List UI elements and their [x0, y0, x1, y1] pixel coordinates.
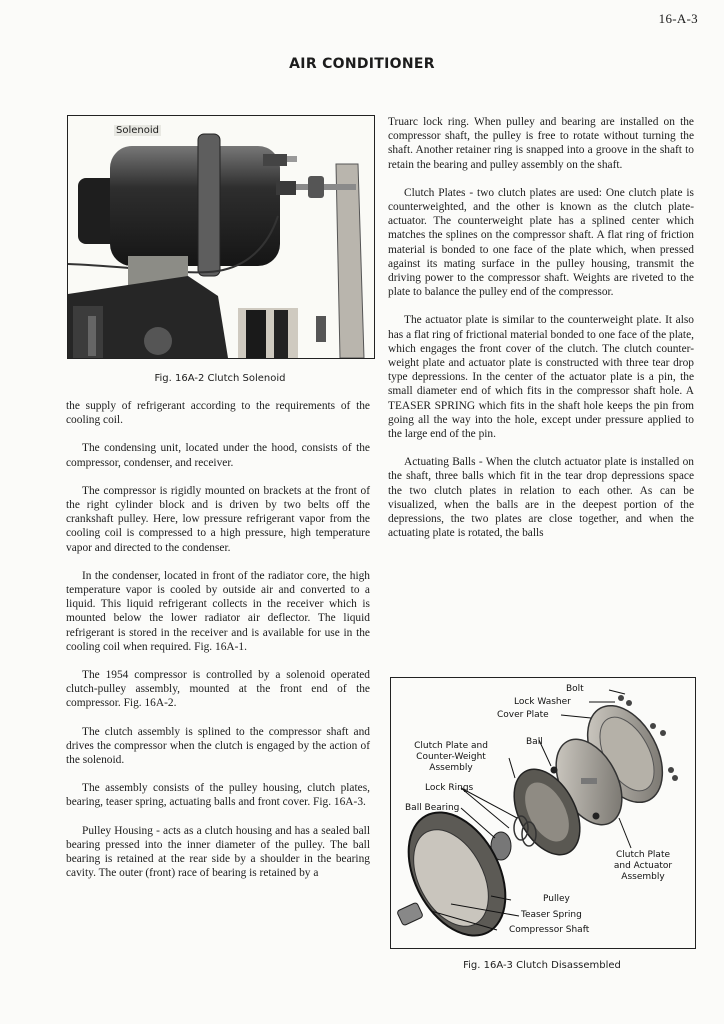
label-bolt: Bolt [566, 684, 584, 694]
paragraph: Pulley Housing - acts as a clutch housing and has a sealed ball bearing pressed into the inner diameter of the pulley. The ball bearing is retained at the rear side by a shoulder in the bearing cavity. The outer (front) race of bearing is retained by a [66, 824, 370, 880]
figure-clutch-solenoid [67, 115, 375, 359]
page-title: AIR CONDITIONER [289, 56, 435, 72]
label-clutch-plate-counterweight: Clutch Plate and Counter-Weight Assembly [414, 741, 488, 773]
paragraph: Clutch Plates - two clutch plates are used: One clutch plate is counterweighted, and the other is known as the clutch plate-actuator. The counterweight plate has a splined center which matches the splines on the compressor shaft. A flat ring of friction material is bonded to one face of the plate which, when pressed against its mating surface in the pulley housing, transmit the driving power to the compressor shaft. Weights are riveted to the plate to balance the pulley end of the compressor. [388, 186, 694, 299]
left-column-text [66, 399, 370, 894]
label-lock-rings: Lock Rings [425, 783, 474, 793]
label-solenoid: Solenoid [116, 125, 159, 136]
label-clutch-plate-actuator: Clutch Plate and Actuator Assembly [613, 850, 673, 882]
paragraph: The clutch assembly is splined to the compressor shaft and drives the compressor when the clutch is engaged by the action of the solenoid. [66, 725, 370, 767]
right-column-text [388, 115, 694, 554]
paragraph: Actuating Balls - When the clutch actuator plate is installed on the shaft, three balls which fit in the tear drop depressions space the two clutch plates in relation to each other. As can be visualized, when the balls are in the deepest portion of the depressions, the two plates are close together, and when the actuating plate is rotated, the balls [388, 456, 694, 540]
label-teaser-spring: Teaser Spring [521, 910, 582, 920]
label-ball: Ball [526, 737, 543, 747]
label-compressor-shaft: Compressor Shaft [509, 925, 590, 935]
solenoid-photo-illustration [68, 116, 374, 358]
paragraph: The 1954 compressor is controlled by a solenoid operated clutch-pulley assembly, mounted at the front end of the compressor. Fig. 16A-2. [66, 669, 370, 710]
paragraph: The condensing unit, located under the hood, consists of the compressor, condenser, and receiver. [66, 442, 370, 469]
figure-caption-16a2: Fig. 16A-2 Clutch Solenoid [154, 373, 286, 384]
paragraph: Truarc lock ring. When pulley and bearing are installed on the compressor shaft, the pulley is free to rotate without turning the shaft. Another retainer ring is snapped into a groove in the shaft to retain the bearing and pulley assembly on the shaft. [388, 116, 694, 171]
paragraph: The assembly consists of the pulley housing, clutch plates, bearing, teaser spring, actuating balls and front cover. Fig. 16A-3. [66, 782, 370, 809]
label-ball-bearing: Ball Bearing [405, 803, 460, 813]
figure-clutch-disassembled [390, 677, 696, 949]
label-cover-plate: Cover Plate [497, 710, 549, 720]
paragraph: The compressor is rigidly mounted on brackets at the front of the right cylinder block and is driven by two belts off the crankshaft pulley. Here, low pressure refrigerant vapor from the cooling coil is compressed to a high pressure, high temperature vapor and directed to the condenser. [66, 484, 370, 554]
paragraph: In the condenser, located in front of the radiator core, the high temperature vapor is cooled by outside air and converted to a liquid. This liquid refrigerant collects in the receiver which is mounted below the lower radiator air deflector. The liquid refrigerant is stored in the receiver and is available for use in the cooling coil when required. Fig. 16A-1. [66, 569, 370, 653]
label-lock-washer: Lock Washer [514, 697, 571, 707]
figure-caption-16a3: Fig. 16A-3 Clutch Disassembled [463, 960, 621, 971]
paragraph: The actuator plate is similar to the counterweight plate. It also has a flat ring of frictional material bonded to one face of the plate, which engages the front cover of the clutch. The clutch counter-weight plate and actuator plate is constructed with three tear drop type depressions. In the center of the actuator plate is a pin, the small diameter end of which fits in the compressor shaft hole. A TEASER SPRING which fits in the shaft hole keeps the pin from going all the way into the hole, except under pressure applied to the large end of the pin. [388, 314, 694, 441]
paragraph: the supply of refrigerant according to the requirements of the cooling coil. [66, 400, 370, 427]
page-number: 16-A-3 [658, 11, 698, 26]
label-pulley: Pulley [543, 894, 570, 904]
